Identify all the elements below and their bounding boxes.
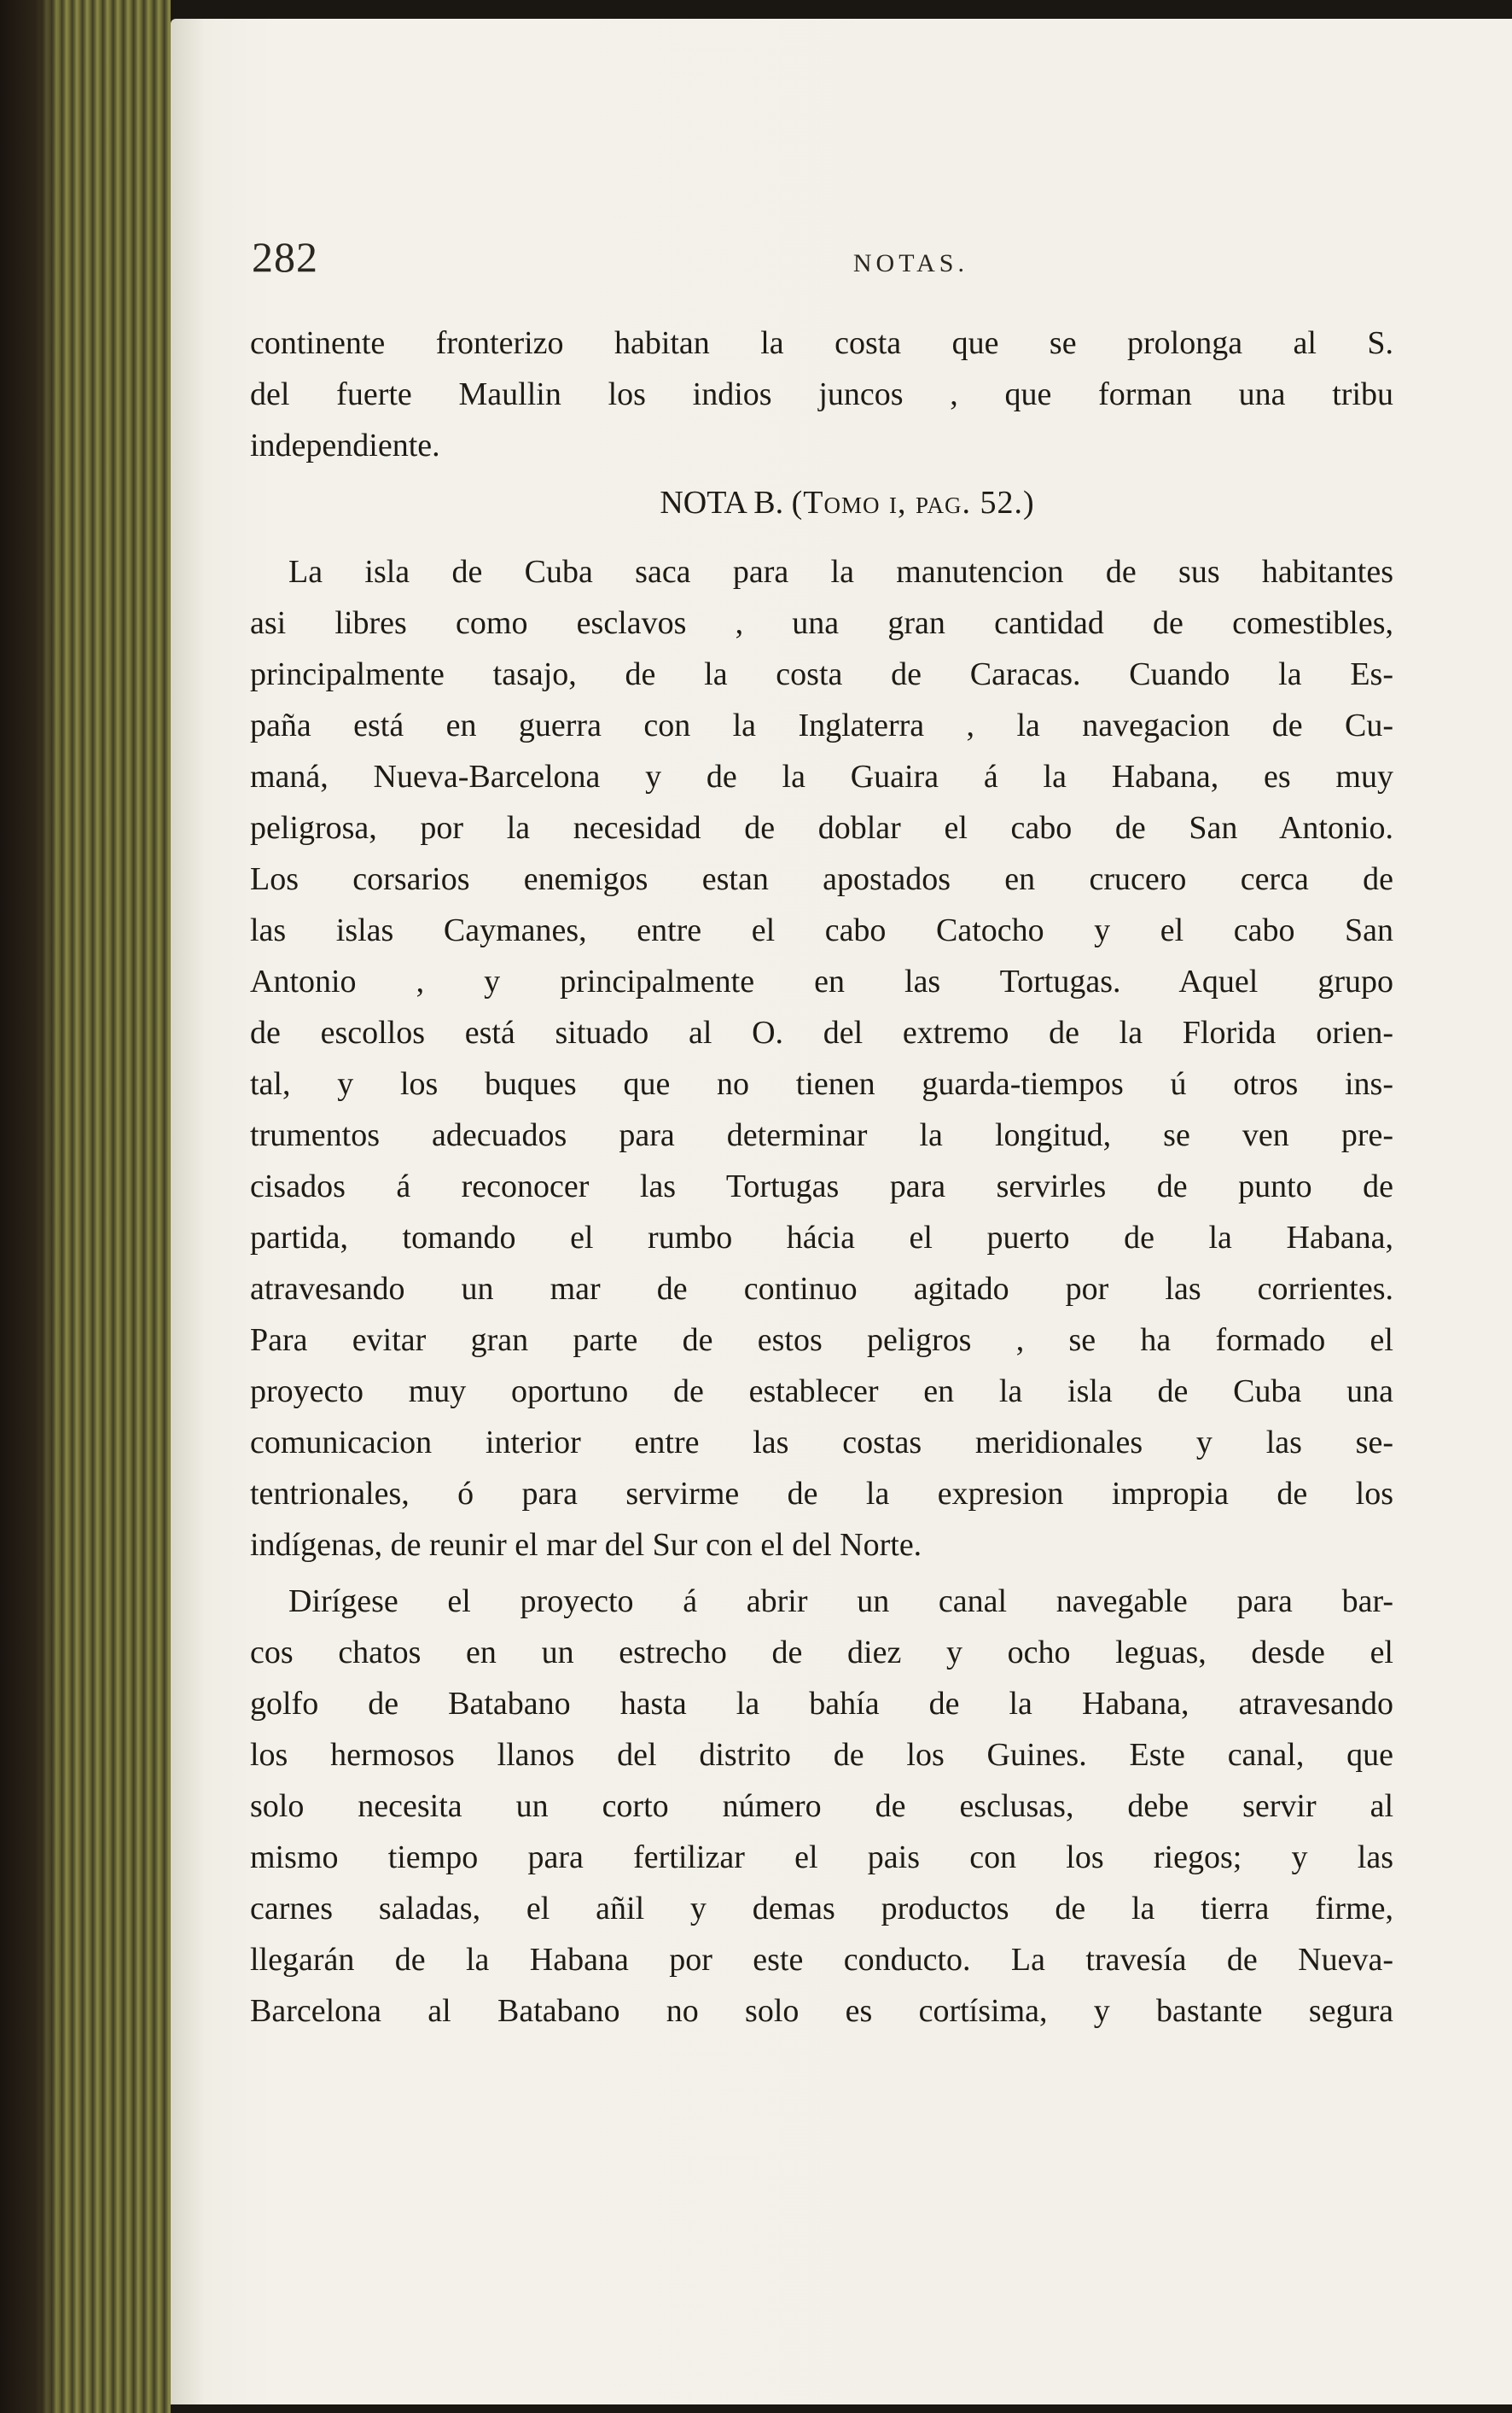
text-line: proyecto muy oportuno de establecer en la isla de Cuba una bbox=[250, 1373, 1393, 1409]
text-line: partida, tomando el rumbo hácia el puerto de la Habana, bbox=[250, 1220, 1393, 1256]
text-line: Para evitar gran parte de estos peligros , se ha formado el bbox=[250, 1322, 1393, 1358]
text-line: llegarán de la Habana por este conducto. La travesía de Nueva- bbox=[250, 1942, 1393, 1978]
text-line: carnes saladas, el añil y demas productos de la tierra firme, bbox=[250, 1891, 1393, 1926]
section-heading-reference: (Tomo i, pag. 52.) bbox=[791, 485, 1035, 521]
text-line: paña está en guerra con la Inglaterra , la navegacion de Cu- bbox=[250, 708, 1393, 743]
page-text bbox=[250, 318, 1393, 2037]
text-line: Barcelona al Batabano no solo es cortísima, y bastante segura bbox=[250, 1993, 1393, 2029]
section-heading-main: NOTA B. bbox=[660, 485, 784, 521]
text-line: solo necesita un corto número de esclusas, debe servir al bbox=[250, 1788, 1393, 1824]
text-line: maná, Nueva-Barcelona y de la Guaira á la Habana, es muy bbox=[250, 759, 1393, 795]
text-line: Los corsarios enemigos estan apostados en crucero cerca de bbox=[250, 861, 1393, 897]
text-line: los hermosos llanos del distrito de los Guines. Este canal, que bbox=[250, 1737, 1393, 1773]
text-line: del fuerte Maullin los indios juncos , que forman una tribu bbox=[250, 376, 1393, 412]
text-line: Dirígese el proyecto á abrir un canal navegable para bar- bbox=[288, 1583, 1393, 1619]
text-line: cisados á reconocer las Tortugas para servirles de punto de bbox=[250, 1169, 1393, 1204]
text-line: las islas Caymanes, entre el cabo Catocho y el cabo San bbox=[250, 912, 1393, 948]
section-heading bbox=[250, 471, 1393, 538]
running-head: NOTAS. bbox=[852, 249, 968, 277]
text-line: tentrionales, ó para servirme de la expresion impropia de los bbox=[250, 1476, 1393, 1512]
text-line: Antonio , y principalmente en las Tortugas. Aquel grupo bbox=[250, 964, 1393, 1000]
text-line: comunicacion interior entre las costas meridionales y las se- bbox=[250, 1425, 1393, 1460]
text-line: golfo de Batabano hasta la bahía de la Habana, atravesando bbox=[250, 1686, 1393, 1722]
text-line: La isla de Cuba saca para la manutencion de sus habitantes bbox=[288, 554, 1393, 590]
text-line: independiente. bbox=[250, 428, 440, 463]
text-line: continente fronterizo habitan la costa que se prolonga al S. bbox=[250, 325, 1393, 361]
text-line: atravesando un mar de continuo agitado por las corrientes. bbox=[250, 1271, 1393, 1307]
page-number: 282 bbox=[252, 233, 318, 281]
text-line: asi libres como esclavos , una gran cantidad de comestibles, bbox=[250, 605, 1393, 641]
book-spine-shadow bbox=[0, 0, 60, 2413]
spacer bbox=[250, 538, 1393, 546]
text-line: cos chatos en un estrecho de diez y ocho leguas, desde el bbox=[250, 1635, 1393, 1670]
text-line: tal, y los buques que no tienen guarda-tiempos ú otros ins- bbox=[250, 1066, 1393, 1102]
text-line: principalmente tasajo, de la costa de Caracas. Cuando la Es- bbox=[250, 656, 1393, 692]
text-line: peligrosa, por la necesidad de doblar el cabo de San Antonio. bbox=[250, 810, 1393, 846]
text-line: trumentos adecuados para determinar la longitud, se ven pre- bbox=[250, 1117, 1393, 1153]
text-line: indígenas, de reunir el mar del Sur con el del Norte. bbox=[250, 1527, 922, 1563]
text-line: de escollos está situado al O. del extremo de la Florida orien- bbox=[250, 1015, 1393, 1051]
text-line: mismo tiempo para fertilizar el pais con los riegos; y las bbox=[250, 1839, 1393, 1875]
page-header bbox=[252, 232, 1395, 300]
